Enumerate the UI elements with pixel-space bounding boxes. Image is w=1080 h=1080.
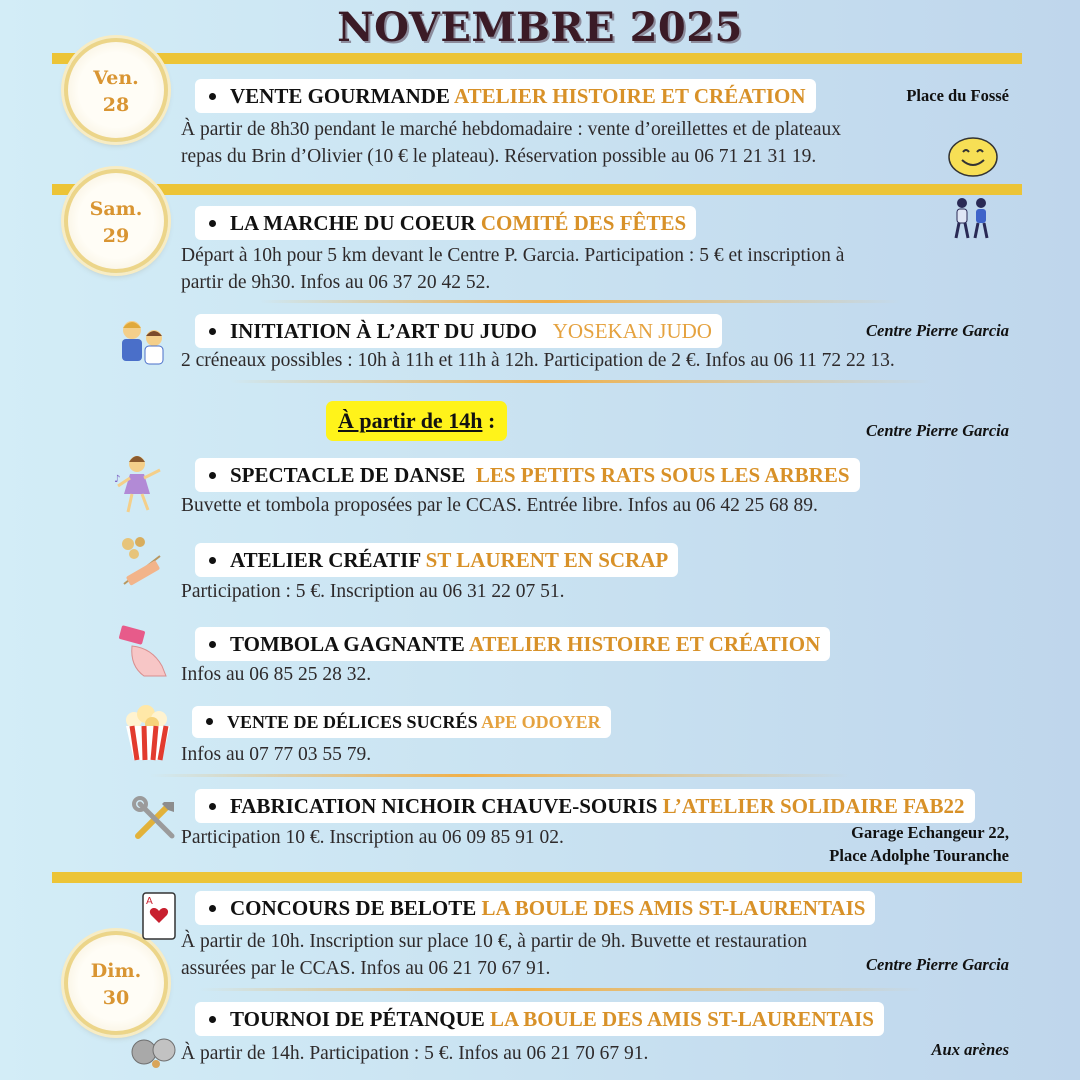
afternoon-label: À partir de 14h <box>338 408 483 433</box>
description-line: À partir de 10h. Inscription sur place 10 €, à partir de 9h. Buvette et restauration <box>181 931 807 952</box>
event-title <box>195 789 975 823</box>
event-description <box>181 824 564 851</box>
event-description <box>181 741 371 768</box>
event-name: TOMBOLA GAGNANTE <box>230 632 465 656</box>
divider-bar <box>52 872 1022 883</box>
description-line: partir de 9h30. Infos au 06 37 20 42 52. <box>181 272 491 293</box>
event-place: Centre Pierre Garcia <box>866 321 1009 340</box>
description-line: repas du Brin d’Olivier (10 € le plateau). Réservation possible au 06 71 21 31 19. <box>181 146 817 167</box>
event-title <box>195 206 696 240</box>
event-organizer: LA BOULE DES AMIS ST-LAURENTAIS <box>490 1007 874 1031</box>
afternoon-heading <box>326 401 507 441</box>
day-weekday: Sam. <box>89 198 143 220</box>
event-description <box>181 1040 648 1067</box>
divider-bar <box>52 184 1022 195</box>
place-line: Place Adolphe Touranche <box>829 846 1009 865</box>
event-name: ATELIER CRÉATIF <box>230 548 421 572</box>
playing-card-icon <box>141 891 177 941</box>
event-place: Centre Pierre Garcia <box>866 955 1009 974</box>
event-title <box>195 1002 884 1036</box>
event-title <box>195 458 860 492</box>
ticket-hand-icon <box>114 622 174 678</box>
event-organizer: LES PETITS RATS SOUS LES ARBRES <box>475 463 850 487</box>
day-weekday: Ven. <box>93 67 139 89</box>
event-place <box>829 821 1009 867</box>
day-weekday: Dim. <box>90 960 142 982</box>
description-line: Infos au 07 77 03 55 79. <box>181 744 372 765</box>
separator-line <box>150 774 850 777</box>
tools-icon <box>130 796 182 844</box>
svg-text:♪: ♪ <box>114 474 121 485</box>
page-title: NOVEMBRE 2025 <box>337 4 743 51</box>
event-place: Aux arènes <box>931 1040 1009 1059</box>
event-organizer: L’ATELIER SOLIDAIRE FAB22 <box>662 794 965 818</box>
description-line: À partir de 14h. Participation : 5 €. Infos au 06 21 70 67 91. <box>181 1043 649 1064</box>
event-organizer: APE ODOYER <box>481 712 601 732</box>
event-name: LA MARCHE DU COEUR <box>230 211 476 235</box>
event-title <box>195 891 875 925</box>
walkers-icon <box>950 196 994 242</box>
event-organizer: LA BOULE DES AMIS ST-LAURENTAIS <box>481 896 866 920</box>
event-organizer: ST LAURENT EN SCRAP <box>425 548 669 572</box>
afternoon-suffix: : <box>482 408 496 433</box>
event-name: TOURNOI DE PÉTANQUE <box>230 1007 485 1031</box>
event-description <box>181 347 895 374</box>
event-name: SPECTACLE DE DANSE <box>230 463 466 487</box>
event-title <box>195 79 816 113</box>
afternoon-place: Centre Pierre Garcia <box>866 421 1009 440</box>
event-name: FABRICATION NICHOIR CHAUVE-SOURIS <box>230 794 658 818</box>
event-title <box>195 314 722 348</box>
judo-kids-icon <box>112 316 172 370</box>
bullet-icon <box>209 1016 216 1023</box>
bullet-icon <box>209 641 216 648</box>
description-line: Buvette et tombola proposées par le CCAS. Entrée libre. Infos au 06 42 25 68 89. <box>181 495 818 516</box>
description-line: assurées par le CCAS. Infos au 06 21 70 67 91. <box>181 958 551 979</box>
popcorn-icon <box>120 704 176 762</box>
day-number: 29 <box>102 225 130 247</box>
bullet-icon <box>209 905 216 912</box>
separator-line <box>230 380 930 383</box>
event-name: CONCOURS DE BELOTE <box>230 896 477 920</box>
smiley-icon <box>947 135 999 179</box>
event-organizer: YOSEKAN JUDO <box>552 319 712 343</box>
bullet-icon <box>209 328 216 335</box>
bullet-icon <box>209 803 216 810</box>
dancer-icon <box>112 452 168 516</box>
event-title <box>195 627 830 661</box>
bullet-icon <box>209 93 216 100</box>
day-number: 30 <box>102 987 130 1009</box>
event-description <box>181 492 818 519</box>
day-badge-friday <box>64 38 168 142</box>
event-description <box>181 242 844 296</box>
event-description <box>181 116 841 170</box>
event-description <box>181 928 807 982</box>
event-organizer: ATELIER HISTOIRE ET CRÉATION <box>454 84 806 108</box>
divider-bar <box>52 53 1022 64</box>
dried-flowers-icon <box>114 534 172 590</box>
bullet-icon <box>209 557 216 564</box>
event-description <box>181 661 371 688</box>
event-organizer: ATELIER HISTOIRE ET CRÉATION <box>468 632 821 656</box>
bullet-icon <box>209 472 216 479</box>
event-organizer: COMITÉ DES FÊTES <box>480 211 687 235</box>
description-line: Participation 10 €. Inscription au 06 09 85 91 02. <box>181 827 564 848</box>
svg-text:A: A <box>146 896 153 907</box>
event-title <box>192 706 611 738</box>
event-place: Place du Fossé <box>906 86 1009 105</box>
description-line: Infos au 06 85 25 28 32. <box>181 664 372 685</box>
description-line: À partir de 8h30 pendant le marché hebdomadaire : vente d’oreillettes et de plateaux <box>181 119 842 140</box>
event-title <box>195 543 678 577</box>
separator-line <box>200 988 920 991</box>
event-name: INITIATION À L’ART DU JUDO <box>230 319 537 343</box>
day-number: 28 <box>102 94 130 116</box>
event-name: VENTE DE DÉLICES SUCRÉS <box>227 712 478 732</box>
event-name: VENTE GOURMANDE <box>230 84 450 108</box>
place-line: Garage Echangeur 22, <box>851 823 1009 842</box>
day-badge-saturday <box>64 169 168 273</box>
bullet-icon <box>206 718 213 725</box>
bullet-icon <box>209 220 216 227</box>
day-badge-sunday <box>64 931 168 1035</box>
description-line: 2 créneaux possibles : 10h à 11h et 11h à 12h. Participation de 2 €. Infos au 06 11 72 22 13. <box>181 350 895 371</box>
event-description <box>181 578 564 605</box>
petanque-balls-icon <box>130 1030 180 1070</box>
description-line: Départ à 10h pour 5 km devant le Centre P. Garcia. Participation : 5 € et inscription à <box>181 245 845 266</box>
description-line: Participation : 5 €. Inscription au 06 31 22 07 51. <box>181 581 565 602</box>
separator-line <box>260 300 900 303</box>
